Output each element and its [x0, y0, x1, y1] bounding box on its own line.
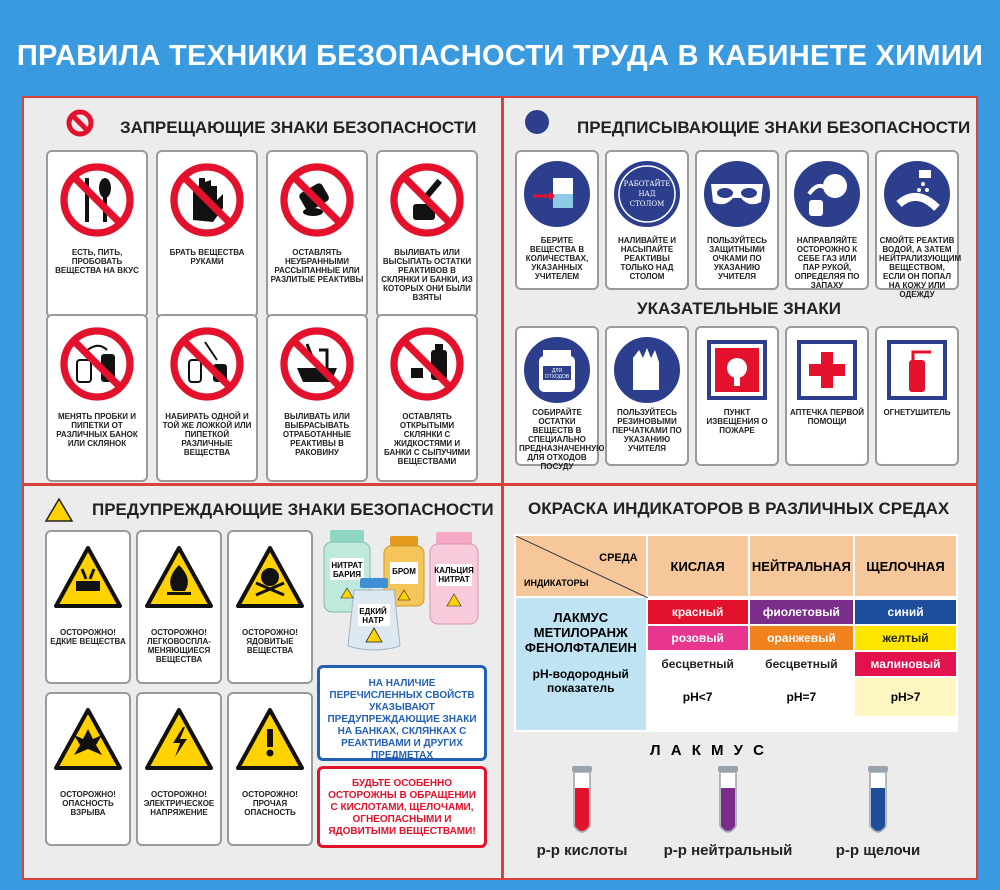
corrosive-icon — [50, 542, 126, 617]
pour-back-icon — [385, 158, 469, 247]
ph-value: pH=7 — [750, 678, 853, 716]
neutral-column — [749, 597, 854, 731]
divider-horizontal — [24, 483, 976, 486]
indicator-color-cell: малиновый — [855, 652, 956, 676]
indicator-methyl-orange: МЕТИЛОРАНЖ — [533, 625, 628, 640]
warning-title: ПРЕДУПРЕЖДАЮЩИЕ ЗНАКИ БЕЗОПАСНОСТИ — [92, 500, 494, 519]
corner-bottom-label: ИНДИКАТОРЫ — [524, 578, 589, 588]
open-bottle-icon — [385, 322, 469, 411]
sniff-icon — [789, 156, 865, 237]
sign-card — [875, 326, 959, 466]
sign-card — [376, 314, 478, 482]
explosion-icon — [50, 704, 126, 779]
acid-column — [647, 597, 749, 731]
indicator-color-cell: розовый — [648, 626, 748, 650]
sign-caption: СОБИРАЙТЕ ОСТАТКИ ВЕЩЕСТВ В СПЕЦИАЛЬНО ПРЕДНАЗНАЧЕННУЮ ДЛЯ ОТХОДОВ ПОСУДУ — [519, 408, 605, 471]
sign-caption: БЕРИТЕ ВЕЩЕСТВА В КОЛИЧЕСТВАХ, УКАЗАННЫХ УЧИТЕЛЕМ — [525, 236, 589, 281]
sign-caption: ОСТАВЛЯТЬ НЕУБРАННЫМИ РАССЫПАННЫЕ ИЛИ РАЗЛИТЫЕ РЕАКТИВЫ — [270, 248, 364, 284]
sign-caption: ВЫЛИВАТЬ ИЛИ ВЫСЫПАТЬ ОСТАТКИ РЕАКТИВОВ В СКЛЯНКИ И БАНКИ, ИЗ КОТОРЫХ ОНИ БЫЛИ ВЗЯТЫ — [381, 248, 473, 302]
sign-card — [156, 150, 258, 318]
sign-card — [695, 326, 779, 466]
sign-card — [46, 150, 148, 318]
sign-caption: НАБИРАТЬ ОДНОЙ И ТОЙ ЖЕ ЛОЖКОЙ ИЛИ ПИПЕТКОЙ РАЗЛИЧНЫЕ ВЕЩЕСТВА — [162, 412, 252, 457]
ph-value: pH>7 — [855, 678, 956, 716]
sign-card — [266, 150, 368, 318]
sign-caption: ПУНКТ ИЗВЕЩЕНИЯ О ПОЖАРЕ — [706, 408, 768, 435]
exclamation-icon — [232, 704, 308, 779]
sign-card — [136, 530, 222, 684]
first-aid-icon — [789, 332, 865, 413]
page-title: ПРАВИЛА ТЕХНИКИ БЕЗОПАСНОСТИ ТРУДА В КАБИНЕТЕ ХИМИИ — [16, 40, 984, 72]
test-tube-icon — [866, 766, 890, 843]
info-title: УКАЗАТЕЛЬНЫЕ ЗНАКИ — [637, 299, 841, 318]
sink-icon — [275, 322, 359, 411]
sign-caption: МЕНЯТЬ ПРОБКИ И ПИПЕТКИ ОТ РАЗЛИЧНЫХ БАНОК ИЛИ СКЛЯНОК — [56, 412, 138, 448]
sign-card — [695, 150, 779, 290]
sign-caption: ОСТАВЛЯТЬ ОТКРЫТЫМИ СКЛЯНКИ С ЖИДКОСТЯМИ И БАНКИ С СЫПУЧИМИ ВЕЩЕСТВАМИ — [384, 412, 470, 466]
sign-card — [45, 530, 131, 684]
svg-text:НАД: НАД — [638, 190, 656, 198]
sign-caption: ОСТОРОЖНО! ОПАСНОСТЬ ВЗРЫВА — [60, 790, 116, 817]
sign-card — [227, 530, 313, 684]
sign-caption: НАПРАВЛЯЙТЕ ОСТОРОЖНО К СЕБЕ ГАЗ ИЛИ ПАР РУКОЙ, ОПРЕДЕЛЯЯ ПО ЗАПАХУ — [794, 236, 860, 290]
note-blue: НА НАЛИЧИЕ ПЕРЕЧИСЛЕННЫХ СВОЙСТВ УКАЗЫВАЮТ ПРЕДУПРЕЖДАЮЩИЕ ЗНАКИ НА БАНКАХ, СКЛЯНКАХ С РЕАКТИВАМИ И ДРУГИХ ПРЕДМЕТАХ — [317, 665, 487, 761]
sign-caption: ОСТОРОЖНО! ЛЕГКОВОСПЛА-МЕНЯЮЩИЕСЯ ВЕЩЕСТВА — [147, 628, 211, 664]
mandatory-title: ПРЕДПИСЫВАЮЩИЕ ЗНАКИ БЕЗОПАСНОСТИ — [577, 118, 971, 137]
sign-card — [266, 314, 368, 482]
litmus-title: Л А К М У С — [650, 742, 768, 759]
ph-value: pH<7 — [648, 678, 748, 716]
indicator-color-cell: красный — [648, 600, 748, 624]
sign-card — [46, 314, 148, 482]
blue-circle-icon — [524, 109, 550, 135]
svg-text:ДЛЯ: ДЛЯ — [551, 368, 563, 374]
sign-caption: ОСТОРОЖНО! ЕДКИЕ ВЕЩЕСТВА — [50, 628, 126, 646]
ph-label: рН-водородный показатель — [532, 667, 629, 695]
sign-card — [156, 314, 258, 482]
indicator-names-cell — [515, 597, 647, 731]
sign-caption: ПОЛЬЗУЙТЕСЬ РЕЗИНОВЫМИ ПЕРЧАТКАМИ ПО УКАЗАНИЮ УЧИТЕЛЯ — [612, 408, 682, 453]
jar-label-naoh: ЕДКИЙ НАТР — [359, 607, 387, 625]
tube-label: р-р кислоты — [536, 842, 628, 859]
corner-top-label: СРЕДА — [599, 552, 638, 564]
indicator-litmus: ЛАКМУС — [553, 610, 609, 625]
jar-label-barium: НИТРАТ БАРИЯ — [331, 561, 363, 579]
pipette-icon — [165, 322, 249, 411]
indicator-color-cell: оранжевый — [750, 626, 853, 650]
col-header-alkaline: ЩЕЛОЧНАЯ — [854, 535, 957, 597]
indicator-color-cell: бесцветный — [648, 652, 748, 676]
sign-card — [605, 326, 689, 466]
col-header-neutral: НЕЙТРАЛЬНАЯ — [749, 535, 854, 597]
indicator-phenolphthalein: ФЕНОЛФТАЛЕИН — [524, 640, 637, 655]
indicator-color-cell: желтый — [855, 626, 956, 650]
corner-cell — [515, 535, 647, 597]
indicator-color-cell: фиолетовый — [750, 600, 853, 624]
swap-stoppers-icon — [55, 322, 139, 411]
prohibit-title: ЗАПРЕЩАЮЩИЕ ЗНАКИ БЕЗОПАСНОСТИ — [120, 118, 477, 137]
indicator-color-cell: бесцветный — [750, 652, 853, 676]
beaker-arrow-icon — [519, 156, 595, 237]
divider-vertical — [501, 98, 504, 878]
goggles-icon — [699, 156, 775, 237]
sign-caption: ВЫЛИВАТЬ ИЛИ ВЫБРАСЫВАТЬ ОТРАБОТАННЫЕ РЕАКТИВЫ В РАКОВИНУ — [282, 412, 352, 457]
tube-label: р-р щелочи — [835, 842, 921, 859]
sign-caption: ОСТОРОЖНО! ЯДОВИТЫЕ ВЕЩЕСТВА — [242, 628, 298, 655]
svg-text:ОТХОДОВ: ОТХОДОВ — [544, 374, 570, 380]
test-tube-icon — [716, 766, 740, 843]
sign-caption: АПТЕЧКА ПЕРВОЙ ПОМОЩИ — [789, 408, 865, 426]
indicator-color-cell: синий — [855, 600, 956, 624]
warning-triangle-icon — [44, 497, 74, 523]
electric-icon — [141, 704, 217, 779]
indicators-title: ОКРАСКА ИНДИКАТОРОВ В РАЗЛИЧНЫХ СРЕДАХ — [528, 499, 950, 518]
jar-label-bromine: БРОМ — [392, 567, 416, 576]
sign-card — [515, 326, 605, 471]
sign-card — [515, 150, 599, 290]
reagent-jars-illustration — [318, 528, 488, 658]
extinguisher-icon — [879, 332, 955, 413]
skull-icon — [232, 542, 308, 617]
spilled-jar-icon — [275, 158, 359, 247]
sign-card — [785, 150, 869, 290]
hand-icon — [165, 158, 249, 247]
sign-card — [875, 150, 962, 299]
sign-card — [45, 692, 131, 846]
gloves-icon — [609, 332, 685, 413]
work-over-table-icon — [609, 156, 685, 237]
sign-caption: ОСТОРОЖНО! ПРОЧАЯ ОПАСНОСТЬ — [242, 790, 298, 817]
note-red: БУДЬТЕ ОСОБЕННО ОСТОРОЖНЫ В ОБРАЩЕНИИ С КИСЛОТАМИ, ЩЕЛОЧАМИ, ОГНЕОПАСНЫМИ И ЯДОВИТЫМИ ВЕЩЕСТВАМИ! — [317, 766, 487, 848]
sign-card — [785, 326, 869, 466]
test-tube-icon — [570, 766, 594, 843]
sign-caption: СМОЙТЕ РЕАКТИВ ВОДОЙ, А ЗАТЕМ НЕЙТРАЛИЗУЮЩИМ ВЕЩЕСТВОМ, ЕСЛИ ОН ПОПАЛ НА КОЖУ ИЛИ ОДЕЖДУ — [879, 236, 962, 299]
alkaline-column — [854, 597, 957, 731]
waste-jar-icon — [519, 332, 595, 413]
indicator-table — [514, 534, 958, 732]
sign-card — [227, 692, 313, 846]
flammable-icon — [141, 542, 217, 617]
sign-caption: ЕСТЬ, ПИТЬ, ПРОБОВАТЬ ВЕЩЕСТВА НА ВКУС — [55, 248, 139, 275]
svg-text:СТОЛОМ: СТОЛОМ — [629, 200, 665, 208]
sign-card — [605, 150, 689, 290]
no-entry-icon — [65, 108, 95, 138]
tube-label: р-р нейтральный — [663, 842, 793, 859]
sign-caption: НАЛИВАЙТЕ И НАСЫПАЙТЕ РЕАКТИВЫ ТОЛЬКО НАД СТОЛОМ — [617, 236, 677, 281]
col-header-acid: КИСЛАЯ — [647, 535, 749, 597]
sign-caption: ОСТОРОЖНО! ЭЛЕКТРИЧЕСКОЕ НАПРЯЖЕНИЕ — [143, 790, 215, 817]
fire-alarm-icon — [699, 332, 775, 413]
sign-caption: ПОЛЬЗУЙТЕСЬ ЗАЩИТНЫМИ ОЧКАМИ ПО УКАЗАНИЮ УЧИТЕЛЯ — [706, 236, 768, 281]
sign-caption: ОГНЕТУШИТЕЛЬ — [883, 408, 951, 417]
jar-label-calcium: КАЛЬЦИЯ НИТРАТ — [434, 566, 474, 584]
svg-text:РАБОТАЙТЕ: РАБОТАЙТЕ — [623, 180, 671, 188]
wash-hands-icon — [879, 156, 955, 237]
sign-card — [136, 692, 222, 846]
fork-spoon-icon — [55, 158, 139, 247]
sign-caption: БРАТЬ ВЕЩЕСТВА РУКАМИ — [169, 248, 245, 266]
sign-card — [376, 150, 478, 318]
